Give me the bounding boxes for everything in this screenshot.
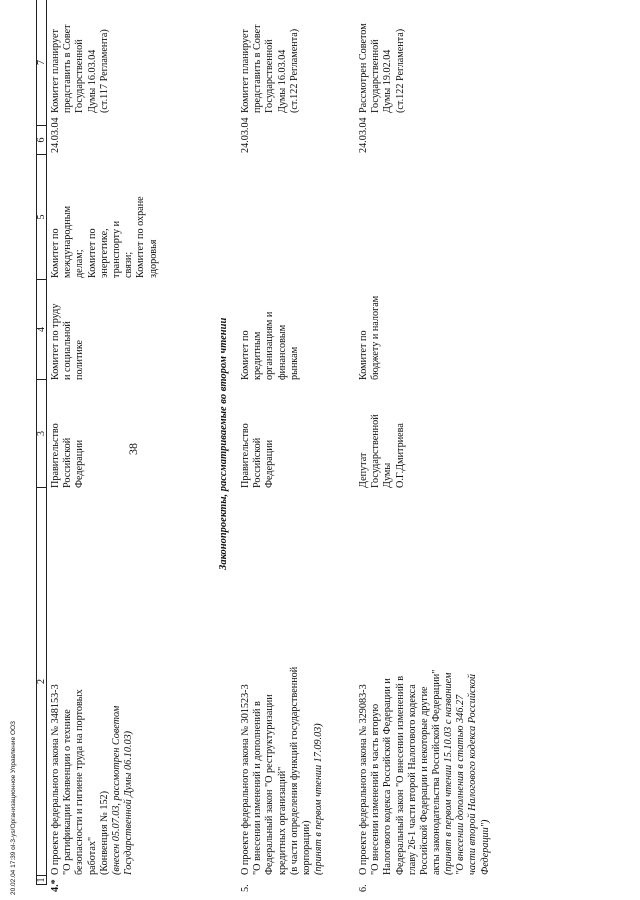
col-header-1: 1 [36,877,47,883]
row-5-number: 5. [240,884,251,892]
row-4-author: Правительство Российской Федерации [50,423,86,488]
row-4-co-committees: Комитет по международным делам; Комитет по энергетике, транспорту и связи; Комитет по охране здоровья [50,196,159,278]
col-header-2: 2 [37,488,47,876]
row-5-committee: Комитет по кредитным организациям и финансовым рынкам [240,311,300,380]
col-header-7: 7 [37,0,47,126]
print-footer: 20.02.04 17:39 ol-3-ys/Организационное Управление ООЗ [10,721,17,895]
col-header-5: 5 [37,155,47,280]
row-6-note: (принят в первом чтении 15.10.03 с названием "О внесении дополнения в статью 346.27 части второй Налогового кодекса Российской Федерации") [443,672,491,875]
page-number: 38 [126,443,140,455]
row-6-author: Депутат Государственной Думы О.Г.Дмитриева [358,414,406,488]
row-4-note: (внесен 05.07.03, рассмотрен Советом Государственной Думы 06.10.03) [111,705,135,875]
row-4-number: 4.* [50,879,61,892]
row-5-date: 24.03.04 [240,117,251,153]
row-4-date: 24.03.04 [50,117,61,153]
row-6-status: Рассмотрен Советом Государственной Думы 19.02.04 (ст.122 Регламента) [358,23,406,113]
row-4-committee: Комитет по труду и социальной политике [50,303,86,380]
row-5-author: Правительство Российской Федерации [240,423,276,488]
column-header-row [36,0,47,885]
row-4-status: Комитет планирует представить в Совет Государственной Думы 16.03.04 (ст.117 Регламента) [50,24,110,113]
row-4-title: О проекте федерального закона № 348153-3 "О ратификации Конвенции о технике безопасности и гигиене труда на портовых работах" (Конвенция № 152) [50,684,110,875]
row-5-note: (принят в первом чтении 17.09.03) [313,723,324,875]
row-6-committee: Комитет по бюджету и налогам [358,295,382,380]
col-header-3: 3 [37,380,47,488]
row-6-title: О проекте федерального закона № 329083-3 "О внесении изменений в часть вторую Налогового кодекса Российской Федерации и Федеральный закон "О внесении изменений в главу 26-1 части второй Налогового кодекса Российской Федерации и некоторые другие акты законодательства Российской Федерации" [358,669,443,875]
row-6-number: 6. [358,884,369,892]
row-5-status: Комитет планирует представить в Совет Государственной Думы 16.03.04 (ст.122 Регламента) [240,24,300,113]
col-header-6: 6 [37,126,47,155]
row-5-title: О проекте федерального закона № 301523-3 "О внесении изменений и дополнений в Федеральный закон "О реструктуризации кредитных организаций" (в части определения функций государственной корпорации) [240,666,313,875]
col-header-4: 4 [37,280,47,380]
row-6-date: 24.03.04 [358,117,369,153]
section-heading: Законопроекты, рассматриваемые во втором чтении [218,317,229,570]
